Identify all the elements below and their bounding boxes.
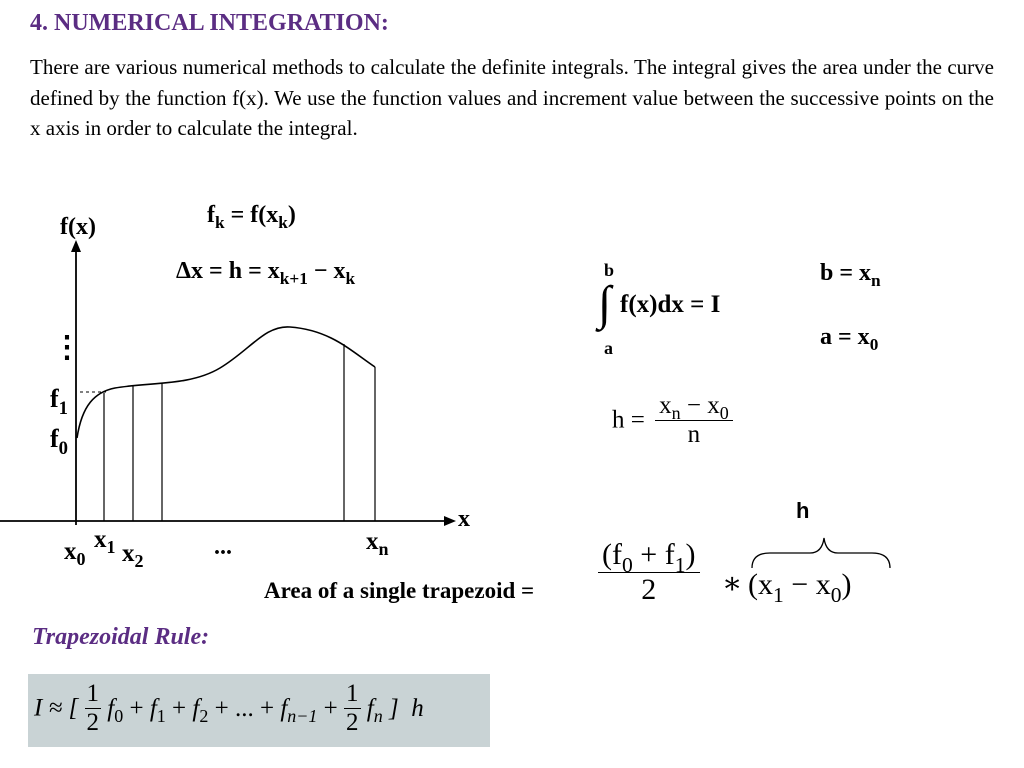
step-size-definition: $\Delta x = h = x_{k+1} - x_k$ bbox=[176, 258, 356, 289]
label-ellipsis: ... bbox=[214, 534, 232, 560]
x-axis-arrow bbox=[444, 516, 456, 526]
integral-upper-limit: b bbox=[604, 260, 615, 280]
page-title: 4. NUMERICAL INTEGRATION: bbox=[30, 10, 389, 36]
trapezoidal-rule-box bbox=[28, 674, 490, 747]
x1-minus-x0: $(x_1 - x_0)$ bbox=[748, 568, 852, 607]
intro-paragraph: There are various numerical methods to calculate the definite integrals. The integral gives the area under the curve defined by the function f(x). We use the function values and increment value between the successive points on the x axis in order to calculate the integral. bbox=[30, 55, 994, 140]
trapezoidal-rule-formula: I ≈ [ $\frac{1}{2}$ $f_0 + f_1 + f_2$ + ... + $f_{n-1}$ + $\frac{1}{2}$ $f_n$ ] h bbox=[34, 680, 424, 736]
x-axis-label: x bbox=[458, 506, 470, 532]
label-f1: $f_1$ bbox=[50, 384, 69, 419]
b-equals-xn: $b = x_n$ bbox=[820, 260, 881, 291]
integral-sign: ∫ bbox=[598, 277, 612, 330]
vertical-ellipsis: ⋮ bbox=[52, 331, 82, 364]
function-curve bbox=[77, 327, 375, 438]
area-fraction: $\frac{(f_0 + f_1)}{2}$ bbox=[598, 538, 700, 607]
y-axis-arrow bbox=[71, 240, 81, 252]
label-x1: $x_1$ bbox=[94, 526, 116, 558]
label-f0: $f_0$ bbox=[50, 424, 69, 459]
h-formula: h = $\frac{x_n - x_0}{n}$ bbox=[612, 392, 733, 449]
area-label: Area of a single trapezoid = bbox=[264, 578, 535, 603]
y-axis-label: f(x) bbox=[60, 214, 96, 240]
label-x2: $x_2$ bbox=[122, 540, 144, 572]
fk-definition: $f_k = f(x_k)$ bbox=[207, 202, 296, 233]
integral-body: f(x)dx = I bbox=[620, 291, 721, 318]
h-brace bbox=[752, 538, 890, 568]
h-brace-label: h bbox=[796, 498, 810, 523]
label-xn: $x_n$ bbox=[366, 528, 389, 560]
a-equals-x0: $a = x_0$ bbox=[820, 324, 879, 355]
label-x0: $x_0$ bbox=[64, 538, 86, 570]
trapezoidal-rule-label: Trapezoidal Rule: bbox=[32, 624, 210, 650]
integral-lower-limit: a bbox=[604, 338, 613, 358]
multiply-sign: ∗ bbox=[722, 567, 743, 600]
